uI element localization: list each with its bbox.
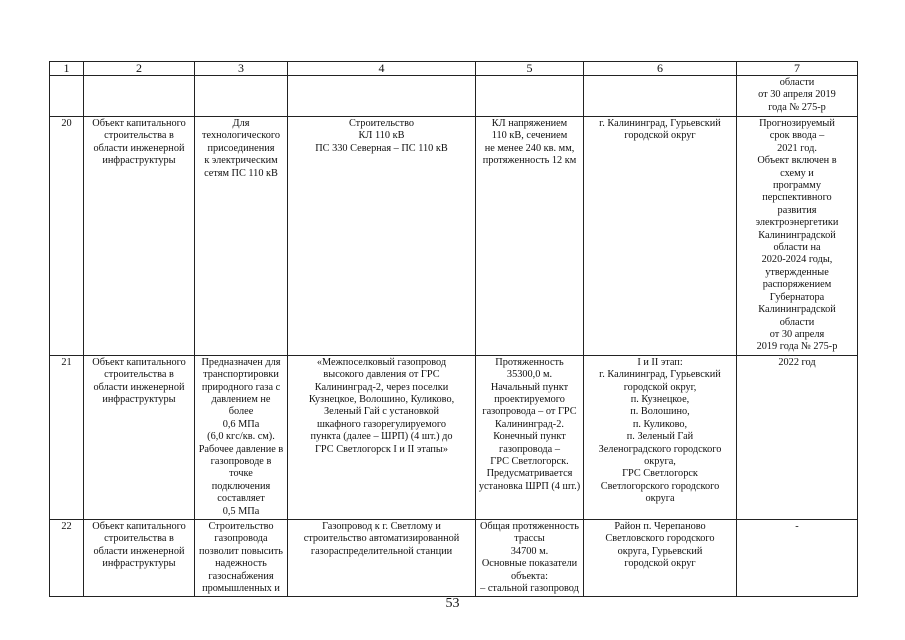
row-number: 21 — [50, 355, 84, 519]
purpose-cell: Предназначен для транспортировки природного газа с давлением не более 0,6 МПа (6,0 кгс/кв. см). Рабочее давление в газопроводе в точке подключения составляет 0,5 МПа — [195, 355, 288, 519]
column-number: 3 — [195, 62, 288, 76]
column-number: 4 — [288, 62, 476, 76]
characteristics-cell: Общая протяженность трассы 34700 м. Основные показатели объекта: – стальной газопровод — [476, 520, 584, 597]
characteristics-cell: Протяженность 35300,0 м. Начальный пункт проектируемого газопровода – от ГРС Калининград-2. Конечный пункт газопровода – ГРС Светлогорск. Предусматривается установка ШРП (4 шт.) — [476, 355, 584, 519]
table-row — [50, 117, 858, 356]
object-type-cell: Объект капитального строительства в области инженерной инфраструктуры — [84, 355, 195, 519]
location-cell: Район п. Черепаново Светловского городского округа, Гурьевский городской округ — [584, 520, 737, 597]
table-cell — [50, 76, 84, 117]
object-name-cell: «Межпоселковый газопровод высокого давления от ГРС Калининград-2, через поселки Кузнецкое, Волошино, Куликово, Зеленый Гай с установкой шкафного газорегулируемого пункта (далее – ШРП) (4 шт.) до ГРС Светлогорск I и II этапы» — [288, 355, 476, 519]
continuation-notes-cell: области от 30 апреля 2019 года № 275-р — [737, 76, 858, 117]
characteristics-cell: КЛ напряжением 110 кВ, сечением не менее 240 кв. мм, протяженность 12 км — [476, 117, 584, 356]
location-cell: г. Калининград, Гурьевский городской округ — [584, 117, 737, 356]
row-number: 20 — [50, 117, 84, 356]
purpose-cell: Для технологического присоединения к электрическим сетям ПС 110 кВ — [195, 117, 288, 356]
object-type-cell: Объект капитального строительства в области инженерной инфраструктуры — [84, 520, 195, 597]
table-cell — [476, 76, 584, 117]
object-type-cell: Объект капитального строительства в области инженерной инфраструктуры — [84, 117, 195, 356]
column-number: 6 — [584, 62, 737, 76]
row-number: 22 — [50, 520, 84, 597]
notes-cell: 2022 год — [737, 355, 858, 519]
object-name-cell: Газопровод к г. Светлому и строительство автоматизированной газораспределительной станции — [288, 520, 476, 597]
column-number: 2 — [84, 62, 195, 76]
table-cell — [584, 76, 737, 117]
column-number: 1 — [50, 62, 84, 76]
table-cell — [84, 76, 195, 117]
objects-table — [49, 61, 858, 597]
column-number: 7 — [737, 62, 858, 76]
table-cell — [288, 76, 476, 117]
notes-cell: - — [737, 520, 858, 597]
notes-cell: Прогнозируемый срок ввода – 2021 год. Объект включен в схему и программу перспективного развития электроэнергетики Калининградской области на 2020-2024 годы, утвержденные распоряжением Губернатора Калининградской области от 30 апреля 2019 года № 275-р — [737, 117, 858, 356]
column-number: 5 — [476, 62, 584, 76]
table-row-continuation — [50, 76, 858, 117]
column-number-row — [50, 62, 858, 76]
location-cell: I и II этап: г. Калининград, Гурьевский городской округ, п. Кузнецкое, п. Волошино, п. Куликово, п. Зеленый Гай Зеленоградского городского округа, ГРС Светлогорск Светлогорского городского округа — [584, 355, 737, 519]
object-name-cell: Строительство КЛ 110 кВ ПС 330 Северная – ПС 110 кВ — [288, 117, 476, 356]
table-cell — [195, 76, 288, 117]
table-row — [50, 355, 858, 519]
page-number: 53 — [445, 596, 460, 611]
table-row — [50, 520, 858, 597]
purpose-cell: Строительство газопровода позволит повысить надежность газоснабжения промышленных и — [195, 520, 288, 597]
